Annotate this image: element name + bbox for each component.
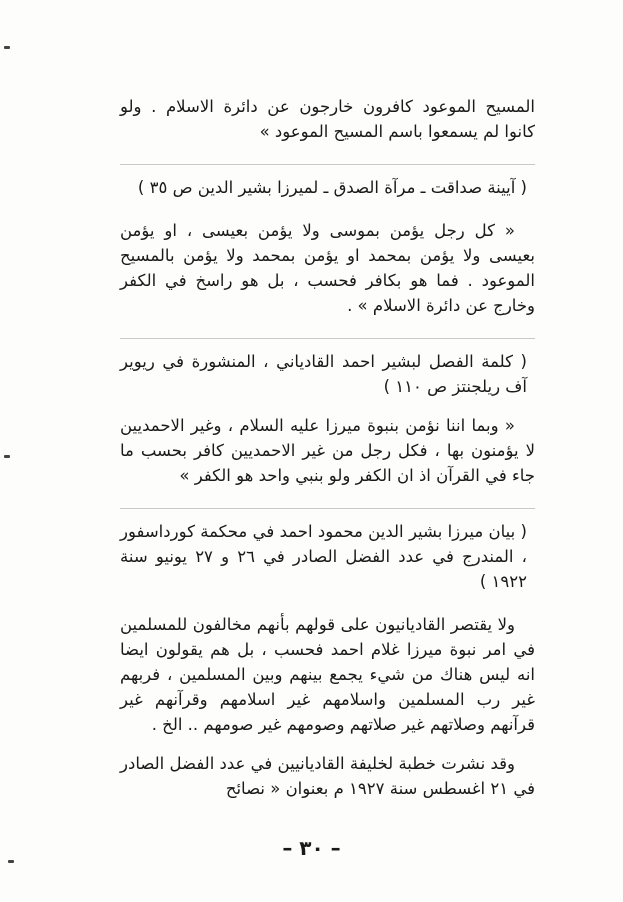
page-number: – ٣٠ – [282,836,341,860]
citation-2: ( كلمة الفصل لبشير احمد القادياني ، المنشورة في ريوير آف ريلجنتز ص ١١٠ ) [120,352,527,396]
paragraph-3: « وبما اننا نؤمن بنبوة ميرزا عليه السلام ، وغير الاحمديين لا يؤمنون بها ، فكل رجل من غير الاحمديين كافر بحسب ما جاء في القرآن اذ ان الكفر ولو بنبي واحد هو الكفر » [120,416,535,485]
margin-mark-top [4,46,10,49]
citation-rule [120,508,535,509]
paragraph-5: وقد نشرت خطبة لخليفة القاديانيين في عدد الفضل الصادر في ٢١ اغسطس سنة ١٩٢٧ م بعنوان « نصائح [120,754,535,798]
margin-mark-middle [4,455,10,458]
citation-rule [120,338,535,339]
page-body [120,94,535,801]
citation-rule [120,164,535,165]
paragraph-4: ولا يقتصر القاديانيون على قولهم بأنهم مخالفون للمسلمين في امر نبوة ميرزا غلام احمد فحسب ، بل هم يقولون ايضا انه ليس هناك من شيء يجمع بينهم وبين المسلمين ، فربهم غير رب المسلمين واسلامهم غير اسلامهم وقرآنهم غير قرآنهم وصلاتهم غير صلاتهم وصومهم غير صومهم .. الخ . [120,615,535,734]
paragraph-2: « كل رجل يؤمن بموسى ولا يؤمن بعيسى ، او يؤمن بعيسى ولا يؤمن بمحمد او يؤمن بمحمد ولا يؤمن بالمسيح الموعود . فما هو بكافر فحسب ، بل هو راسخ في الكفر وخارج عن دائرة الاسلام » . [120,221,535,315]
paragraph-1: المسيح الموعود كافرون خارجون عن دائرة الاسلام . ولو كانوا لم يسمعوا باسم المسيح الموعود » [120,97,535,141]
citation-3: ( بيان ميرزا بشير الدين محمود احمد في محكمة كورداسفور ، المندرج في عدد الفضل الصادر في ٢٦ و ٢٧ يونيو سنة ١٩٢٢ ) [120,522,527,591]
citation-1: ( آيينة صداقت ـ مرآة الصدق ـ لميرزا بشير الدين ص ٣٥ ) [137,178,527,197]
margin-mark-bottom [8,860,14,863]
